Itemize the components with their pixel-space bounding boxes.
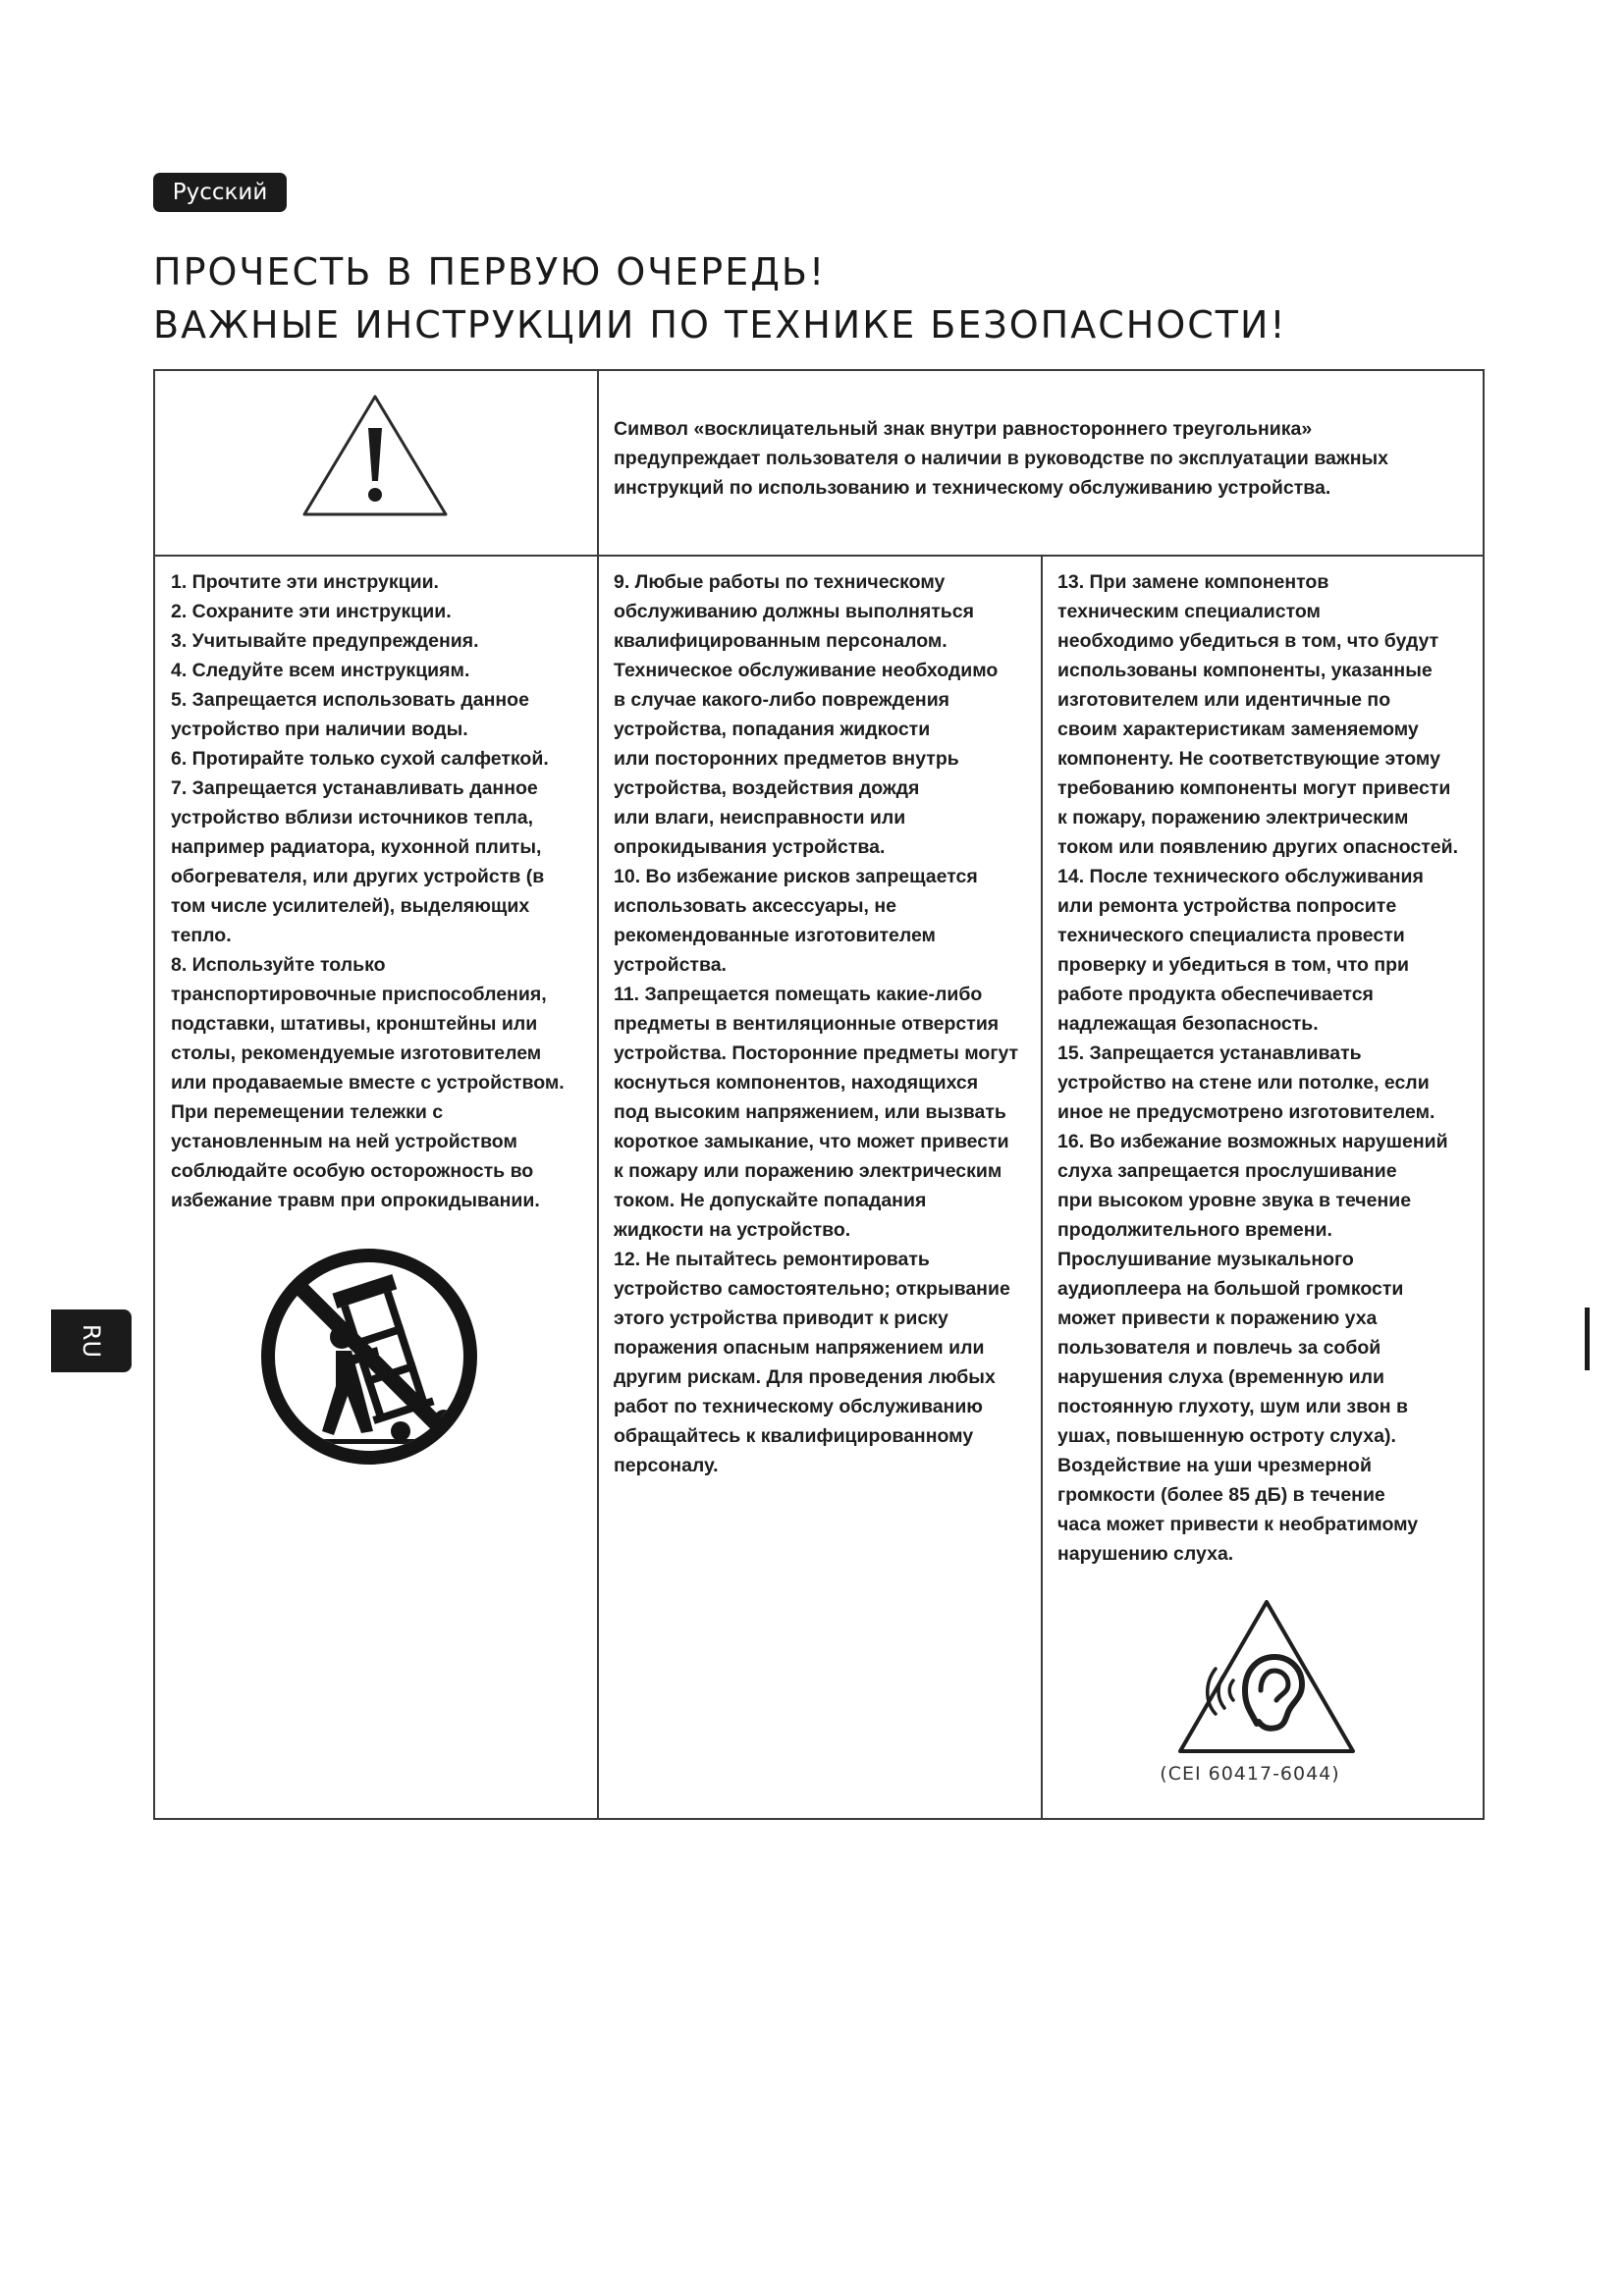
text-line: громкости (более 85 дБ) в течение — [1057, 1484, 1385, 1506]
text-line: под высоким напряжением, или вызвать — [614, 1101, 1006, 1123]
text-line: 8. Используйте только — [171, 954, 386, 976]
text-line: инструкций по использованию и техническому обслуживанию устройства. — [614, 477, 1331, 499]
text-line: использованы компоненты, указанные — [1057, 660, 1433, 681]
text-line: устройство самостоятельно; открывание — [614, 1278, 1010, 1300]
table-divider — [1041, 555, 1043, 1820]
text-line: иное не предусмотрено изготовителем. — [1057, 1101, 1435, 1123]
language-side-tab — [51, 1309, 132, 1372]
text-line: работ по техническому обслуживанию — [614, 1396, 983, 1417]
cart-tip-over-icon — [251, 1239, 487, 1474]
text-line: или продаваемые вместе с устройством. — [171, 1072, 565, 1094]
text-line: устройства, попадания жидкости — [614, 719, 931, 740]
text-line: устройства. — [614, 954, 727, 976]
table-divider — [597, 369, 599, 1820]
text-line: надлежащая безопасность. — [1057, 1013, 1319, 1035]
text-line: предупреждает пользователя о наличии в руководстве по эксплуатации важных — [614, 448, 1388, 469]
text-line: обогревателя, или других устройств (в — [171, 866, 545, 887]
text-line: том числе усилителей), выделяющих — [171, 895, 530, 917]
text-line: короткое замыкание, что может привести — [614, 1131, 1009, 1152]
text-line: изготовителем или идентичные по — [1057, 689, 1391, 711]
text-line: 6. Протирайте только сухой салфеткой. — [171, 748, 549, 770]
text-line: При перемещении тележки с — [171, 1101, 444, 1123]
text-line: рекомендованные изготовителем — [614, 925, 936, 946]
text-line: пользователя и повлечь за собой — [1057, 1337, 1381, 1359]
text-line: жидкости на устройство. — [614, 1219, 851, 1241]
text-line: столы, рекомендуемые изготовителем — [171, 1042, 542, 1064]
exclamation-triangle-icon — [298, 389, 452, 522]
text-line: 5. Запрещается использовать данное — [171, 689, 529, 711]
text-line: нарушению слуха. — [1057, 1543, 1234, 1565]
text-line: или ремонта устройства попросите — [1057, 895, 1397, 917]
instructions-column-1 — [171, 567, 565, 1215]
text-line: избежание травм при опрокидывании. — [171, 1190, 540, 1211]
text-line: этого устройства приводит к риску — [614, 1308, 948, 1329]
text-line: или посторонних предметов внутрь — [614, 748, 959, 770]
text-line: при высоком уровне звука в течение — [1057, 1190, 1412, 1211]
text-line: током или появлению других опасностей. — [1057, 836, 1459, 858]
text-line: устройство вблизи источников тепла, — [171, 807, 534, 828]
text-line: ушах, повышенную остроту слуха). — [1057, 1425, 1396, 1447]
text-line: необходимо убедиться в том, что будут — [1057, 630, 1439, 652]
text-line: Символ «восклицательный знак внутри равностороннего треугольника» — [614, 418, 1313, 440]
text-line: компоненту. Не соответствующие этому — [1057, 748, 1440, 770]
text-line: к пожару, поражению электрическим — [1057, 807, 1409, 828]
text-line: квалифицированным персоналом. — [614, 630, 947, 652]
text-line: в случае какого-либо повреждения — [614, 689, 950, 711]
text-line: 4. Следуйте всем инструкциям. — [171, 660, 470, 681]
text-line: опрокидывания устройства. — [614, 836, 886, 858]
text-line: работе продукта обеспечивается — [1057, 984, 1374, 1005]
text-line: 13. При замене компонентов — [1057, 571, 1329, 593]
text-line: Прослушивание музыкального — [1057, 1249, 1354, 1270]
text-line: продолжительного времени. — [1057, 1219, 1332, 1241]
title-line: ПРОЧЕСТЬ В ПЕРВУЮ ОЧЕРЕДЬ! — [153, 250, 827, 294]
text-line: тепло. — [171, 925, 232, 946]
title-line: ВАЖНЫЕ ИНСТРУКЦИИ ПО ТЕХНИКЕ БЕЗОПАСНОСТИ! — [153, 303, 1287, 347]
text-line: другим рискам. Для проведения любых — [614, 1366, 996, 1388]
text-line: 12. Не пытайтесь ремонтировать — [614, 1249, 930, 1270]
text-line: техническим специалистом — [1057, 601, 1321, 622]
text-line: технического специалиста провести — [1057, 925, 1405, 946]
text-line: Воздействие на уши чрезмерной — [1057, 1455, 1372, 1476]
instructions-column-2 — [614, 567, 1018, 1480]
text-line: постоянную глухоту, шум или звон в — [1057, 1396, 1408, 1417]
text-line: 2. Сохраните эти инструкции. — [171, 601, 452, 622]
text-line: или влаги, неисправности или — [614, 807, 906, 828]
text-line: 15. Запрещается устанавливать — [1057, 1042, 1362, 1064]
text-line: устройства. Посторонние предметы могут — [614, 1042, 1019, 1064]
text-line: может привести к поражению уха — [1057, 1308, 1378, 1329]
text-line: 10. Во избежание рисков запрещается — [614, 866, 978, 887]
text-line: обращайтесь к квалифицированному — [614, 1425, 974, 1447]
text-line: 7. Запрещается устанавливать данное — [171, 777, 538, 799]
text-line: например радиатора, кухонной плиты, — [171, 836, 542, 858]
text-line: проверку и убедиться в том, что при — [1057, 954, 1410, 976]
text-line: слуха запрещается прослушивание — [1057, 1160, 1397, 1182]
text-line: 1. Прочтите эти инструкции. — [171, 571, 439, 593]
hearing-standard-label: (CEI 60417-6044) — [1160, 1763, 1340, 1785]
text-line: устройство на стене или потолке, если — [1057, 1072, 1430, 1094]
text-line: 9. Любые работы по техническому — [614, 571, 946, 593]
text-line: 14. После технического обслуживания — [1057, 866, 1424, 887]
language-badge: Русский — [153, 173, 287, 212]
text-line: аудиоплеера на большой громкости — [1057, 1278, 1404, 1300]
text-line: коснуться компонентов, находящихся — [614, 1072, 979, 1094]
text-line: устройства, воздействия дождя — [614, 777, 920, 799]
symbol-description — [614, 414, 1468, 503]
page-edge-marker — [1585, 1308, 1590, 1370]
text-line: 3. Учитывайте предупреждения. — [171, 630, 479, 652]
text-line: к пожару или поражению электрическим — [614, 1160, 1002, 1182]
text-line: использовать аксессуары, не — [614, 895, 896, 917]
text-line: персоналу. — [614, 1455, 719, 1476]
text-line: предметы в вентиляционные отверстия — [614, 1013, 1000, 1035]
text-line: установленным на ней устройством — [171, 1131, 517, 1152]
text-line: требованию компоненты могут привести — [1057, 777, 1451, 799]
text-line: подставки, штативы, кронштейны или — [171, 1013, 538, 1035]
text-line: транспортировочные приспособления, — [171, 984, 547, 1005]
text-line: устройство при наличии воды. — [171, 719, 468, 740]
text-line: обслуживанию должны выполняться — [614, 601, 974, 622]
text-line: нарушения слуха (временную или — [1057, 1366, 1385, 1388]
text-line: часа может привести к необратимому — [1057, 1514, 1419, 1535]
text-line: поражения опасным напряжением или — [614, 1337, 985, 1359]
text-line: током. Не допускайте попадания — [614, 1190, 927, 1211]
text-line: своим характеристикам заменяемому — [1057, 719, 1419, 740]
text-line: соблюдайте особую осторожность во — [171, 1160, 534, 1182]
hearing-warning-icon — [1174, 1596, 1359, 1757]
text-line: 16. Во избежание возможных нарушений — [1057, 1131, 1448, 1152]
table-divider — [153, 555, 1485, 557]
instructions-column-3 — [1057, 567, 1458, 1569]
language-code: RU — [78, 1323, 105, 1359]
page-title — [153, 245, 1287, 351]
text-line: 11. Запрещается помещать какие-либо — [614, 984, 983, 1005]
text-line: Техническое обслуживание необходимо — [614, 660, 999, 681]
